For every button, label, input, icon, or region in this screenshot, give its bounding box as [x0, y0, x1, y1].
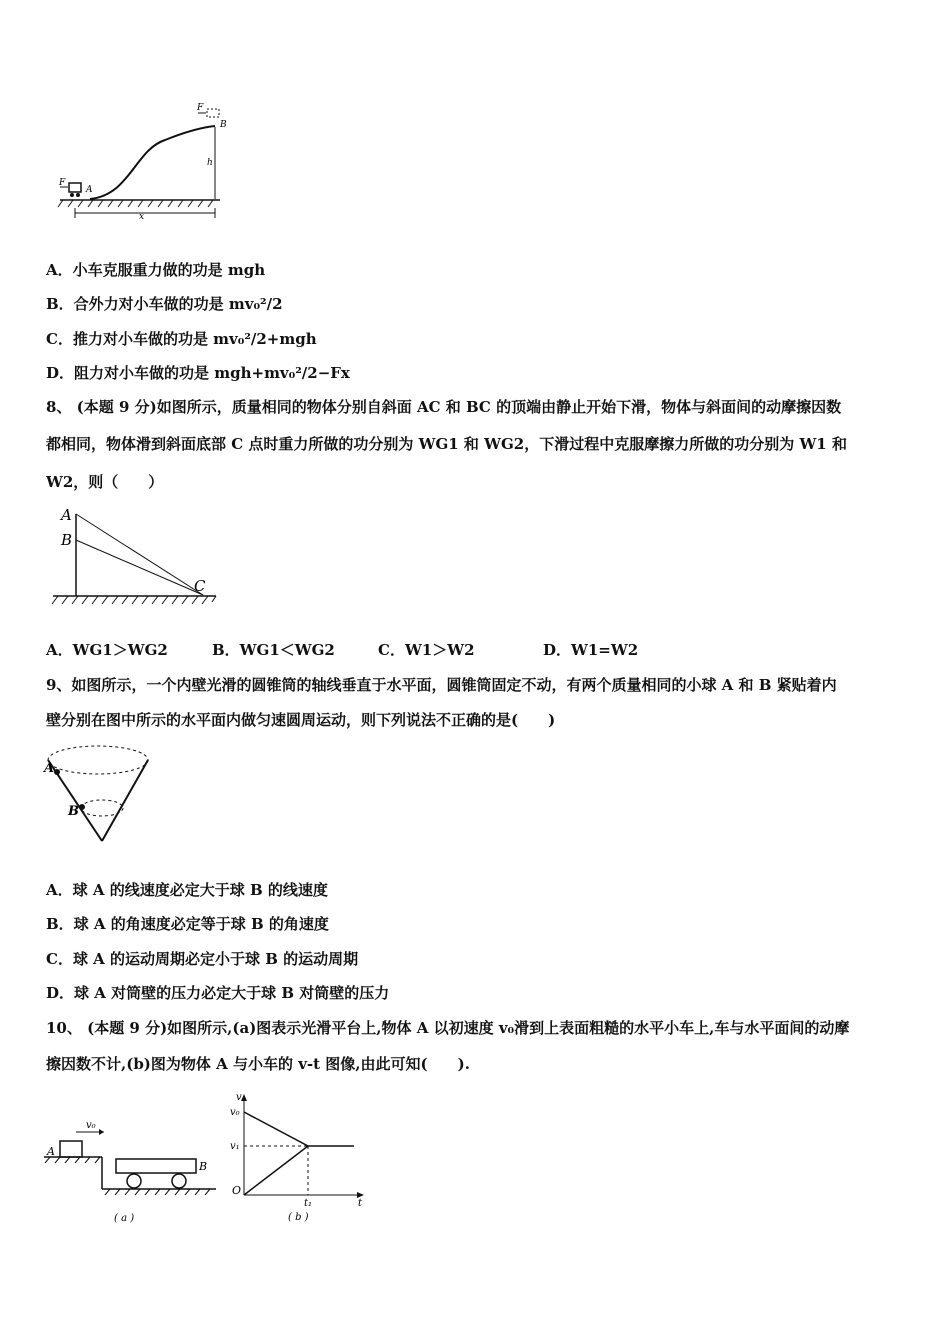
- q7-label-h: h: [207, 158, 213, 168]
- q8-label-c: C: [194, 577, 206, 595]
- q7-label-x: x: [139, 212, 145, 222]
- q10a-label-v0: v₀: [86, 1120, 96, 1131]
- q10b-label-t: t: [358, 1198, 363, 1209]
- q10b-label-t1: t₁: [304, 1198, 313, 1209]
- q8-option-d: D．W1=W2: [543, 641, 639, 659]
- q8-option-c: C．W1＞W2: [378, 641, 475, 659]
- q8-label-a: A: [61, 506, 72, 524]
- q9-figure: [40, 738, 165, 848]
- q9-label-a: A: [44, 761, 55, 776]
- q9-stem-line1: 9、如图所示，一个内壁光滑的圆锥筒的轴线垂直于水平面，圆锥筒固定不动，有两个质量相同的小球 A 和 B 紧贴着内: [46, 676, 837, 694]
- q8-stem-line1: 8、 (本题 9 分)如图所示，质量相同的物体分别自斜面 AC 和 BC 的顶端由静止开始下滑，物体与斜面间的动摩擦因数: [46, 398, 842, 416]
- q8-option-a: A．WG1＞WG2: [46, 641, 168, 659]
- q7-option-c: C．推力对小车做的功是 mv₀²/2+mgh: [46, 330, 317, 348]
- q10b-label-v1: v₁: [230, 1141, 240, 1152]
- q7-option-d: D．阻力对小车做的功是 mgh+mv₀²/2−Fx: [46, 364, 350, 382]
- q10b-label-o: O: [232, 1184, 242, 1197]
- q7-option-a: A．小车克服重力做的功是 mgh: [46, 261, 266, 279]
- q8-stem-line2: 都相同，物体滑到斜面底部 C 点时重力所做的功分别为 WG1 和 WG2，下滑过程中克服摩擦力所做的功分别为 W1 和: [46, 435, 847, 453]
- q10-stem-line2: 擦因数不计,(b)图为物体 A 与小车的 v-t 图像,由此可知( ).: [46, 1055, 470, 1073]
- q8-option-b: B．WG1＜WG2: [212, 641, 335, 659]
- q7-label-a: A: [86, 185, 93, 195]
- q9-option-b: B．球 A 的角速度必定等于球 B 的角速度: [46, 915, 329, 933]
- q10b-caption: ( b ): [288, 1212, 309, 1223]
- q7-label-f-top: F: [197, 103, 204, 113]
- q7-option-b: B．合外力对小车做的功是 mv₀²/2: [46, 295, 283, 313]
- q7-label-b: B: [220, 120, 227, 130]
- q10a-caption: ( a ): [114, 1213, 135, 1224]
- q7-figure: [55, 95, 225, 225]
- q8-stem-line3: W2，则（ ）: [46, 473, 164, 491]
- q7-label-f-left: F: [59, 178, 66, 188]
- q10a-label-b: B: [199, 1160, 208, 1173]
- q10b-label-v0: v₀: [230, 1107, 240, 1118]
- q9-option-c: C．球 A 的运动周期必定小于球 B 的运动周期: [46, 950, 359, 968]
- q10b-label-v: v: [236, 1092, 242, 1103]
- q8-label-b: B: [61, 531, 73, 549]
- q9-label-b: B: [68, 804, 79, 819]
- q9-option-d: D．球 A 对筒壁的压力必定大于球 B 对筒壁的压力: [46, 984, 390, 1002]
- q10-figure-b: [228, 1090, 368, 1230]
- q9-option-a: A．球 A 的线速度必定大于球 B 的线速度: [46, 881, 328, 899]
- q10-figure-a: [44, 1115, 224, 1230]
- q10a-label-a: A: [47, 1145, 55, 1158]
- q8-figure: [48, 502, 223, 612]
- q10-stem-line1: 10、 (本题 9 分)如图所示,(a)图表示光滑平台上,物体 A 以初速度 v₀滑到上表面粗糙的水平小车上,车与水平面间的动摩: [46, 1019, 850, 1037]
- q9-stem-line2: 壁分别在图中所示的水平面内做匀速圆周运动，则下列说法不正确的是( ): [46, 711, 556, 729]
